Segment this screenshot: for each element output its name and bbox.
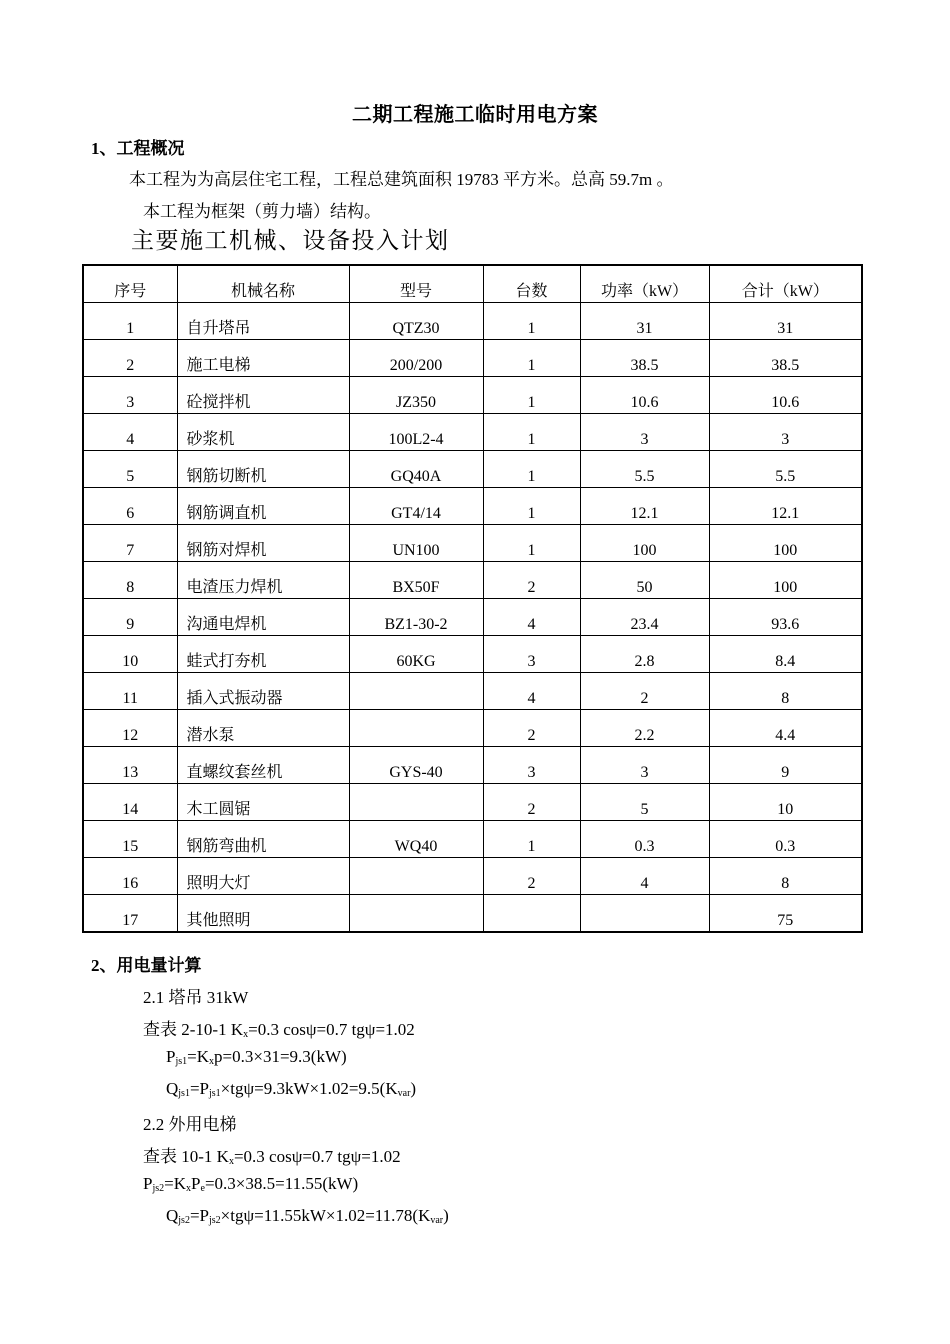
cell-total: 0.3: [709, 821, 862, 858]
overview-paragraph-2: 本工程为框架（剪力墙）结构。: [143, 202, 381, 221]
cell-model: QTZ30: [349, 303, 483, 340]
cell-power: 5: [580, 784, 709, 821]
cell-index: 9: [83, 599, 177, 636]
cell-quantity: 1: [483, 821, 580, 858]
header-quantity: 台数: [483, 265, 580, 303]
cell-index: 15: [83, 821, 177, 858]
cell-total: 9: [709, 747, 862, 784]
equipment-table: [82, 264, 863, 933]
cell-power: 50: [580, 562, 709, 599]
cell-machine-name: 钢筋调直机: [177, 488, 349, 525]
cell-model: WQ40: [349, 821, 483, 858]
cell-index: 1: [83, 303, 177, 340]
cell-quantity: 2: [483, 710, 580, 747]
cell-machine-name: 木工圆锯: [177, 784, 349, 821]
cell-total: 100: [709, 562, 862, 599]
cell-index: 4: [83, 414, 177, 451]
cell-quantity: 1: [483, 525, 580, 562]
section-1-heading: 1、工程概况: [91, 139, 185, 158]
table-row: [83, 747, 862, 784]
cell-model: GT4/14: [349, 488, 483, 525]
cell-quantity: 2: [483, 562, 580, 599]
cell-machine-name: 砼搅拌机: [177, 377, 349, 414]
cell-machine-name: 钢筋切断机: [177, 451, 349, 488]
cell-model: [349, 895, 483, 933]
cell-index: 11: [83, 673, 177, 710]
cell-quantity: 2: [483, 858, 580, 895]
table-row: [83, 488, 862, 525]
cell-total: 93.6: [709, 599, 862, 636]
table-row: [83, 451, 862, 488]
cell-quantity: 1: [483, 451, 580, 488]
header-index: 序号: [83, 265, 177, 303]
cell-machine-name: 沟通电焊机: [177, 599, 349, 636]
table-row: [83, 784, 862, 821]
cell-index: 16: [83, 858, 177, 895]
cell-total: 31: [709, 303, 862, 340]
cell-power: 100: [580, 525, 709, 562]
cell-machine-name: 蛙式打夯机: [177, 636, 349, 673]
cell-model: JZ350: [349, 377, 483, 414]
calc-2-1-title: 2.1 塔吊 31kW: [143, 988, 249, 1007]
table-row: [83, 858, 862, 895]
calc-2-2-power: $P_{js2}=K_xP_e=0.3\times 38.5=11.55(kW)$: [143, 1174, 359, 1194]
cell-total: 8: [709, 858, 862, 895]
cell-power: 2.2: [580, 710, 709, 747]
cell-power: 4: [580, 858, 709, 895]
cell-machine-name: 直螺纹套丝机: [177, 747, 349, 784]
cell-machine-name: 自升塔吊: [177, 303, 349, 340]
table-row: [83, 636, 862, 673]
cell-model: BX50F: [349, 562, 483, 599]
cell-index: 13: [83, 747, 177, 784]
cell-model: GYS-40: [349, 747, 483, 784]
table-row: [83, 562, 862, 599]
cell-quantity: 4: [483, 599, 580, 636]
cell-machine-name: 电渣压力焊机: [177, 562, 349, 599]
cell-quantity: [483, 895, 580, 933]
cell-index: 14: [83, 784, 177, 821]
cell-machine-name: 插入式振动器: [177, 673, 349, 710]
table-row: [83, 414, 862, 451]
header-machine-name: 机械名称: [177, 265, 349, 303]
cell-model: 200/200: [349, 340, 483, 377]
cell-machine-name: 照明大灯: [177, 858, 349, 895]
cell-machine-name: 钢筋弯曲机: [177, 821, 349, 858]
table-row: [83, 710, 862, 747]
calc-2-1-lookup: 查表 2-10-1 $K_x=0.3$ cosψ=0.7 tgψ=1.02: [143, 1020, 415, 1040]
cell-index: 7: [83, 525, 177, 562]
equipment-plan-title: 主要施工机械、设备投入计划: [131, 228, 450, 253]
cell-power: 10.6: [580, 377, 709, 414]
calc-2-2-lookup: 查表 10-1 $K_x=0.3$ cosψ=0.7 tgψ=1.02: [143, 1147, 401, 1167]
table-row: [83, 525, 862, 562]
document-title: 二期工程施工临时用电方案: [352, 104, 598, 126]
table-row: [83, 599, 862, 636]
cell-index: 17: [83, 895, 177, 933]
header-power: 功率（kW）: [580, 265, 709, 303]
cell-power: [580, 895, 709, 933]
cell-total: 4.4: [709, 710, 862, 747]
cell-machine-name: 砂浆机: [177, 414, 349, 451]
cell-power: 2.8: [580, 636, 709, 673]
cell-model: 60KG: [349, 636, 483, 673]
table-row: [83, 303, 862, 340]
cell-model: [349, 784, 483, 821]
cell-machine-name: 潜水泵: [177, 710, 349, 747]
cell-index: 6: [83, 488, 177, 525]
cell-quantity: 4: [483, 673, 580, 710]
cell-index: 2: [83, 340, 177, 377]
cell-total: 8.4: [709, 636, 862, 673]
cell-quantity: 1: [483, 488, 580, 525]
cell-power: 3: [580, 414, 709, 451]
header-total: 合计（kW）: [709, 265, 862, 303]
cell-quantity: 3: [483, 636, 580, 673]
cell-quantity: 1: [483, 377, 580, 414]
cell-total: 12.1: [709, 488, 862, 525]
cell-quantity: 1: [483, 340, 580, 377]
cell-power: 12.1: [580, 488, 709, 525]
calc-2-2-reactive: $Q_{js2}=P_{js2}\times tg\psi=11.55kW\times 1.02=11.78(K_{var})$: [166, 1206, 449, 1226]
cell-model: GQ40A: [349, 451, 483, 488]
cell-quantity: 1: [483, 414, 580, 451]
cell-machine-name: 其他照明: [177, 895, 349, 933]
cell-machine-name: 钢筋对焊机: [177, 525, 349, 562]
cell-machine-name: 施工电梯: [177, 340, 349, 377]
cell-index: 3: [83, 377, 177, 414]
cell-index: 10: [83, 636, 177, 673]
cell-total: 38.5: [709, 340, 862, 377]
cell-model: [349, 673, 483, 710]
section-2-heading: 2、用电量计算: [91, 956, 202, 975]
cell-power: 2: [580, 673, 709, 710]
cell-total: 100: [709, 525, 862, 562]
calc-2-2-title: 2.2 外用电梯: [143, 1115, 237, 1134]
cell-index: 12: [83, 710, 177, 747]
cell-power: 0.3: [580, 821, 709, 858]
table-row: [83, 895, 862, 933]
table-row: [83, 377, 862, 414]
cell-index: 5: [83, 451, 177, 488]
cell-total: 3: [709, 414, 862, 451]
table-row: [83, 340, 862, 377]
cell-power: 31: [580, 303, 709, 340]
cell-model: UN100: [349, 525, 483, 562]
cell-index: 8: [83, 562, 177, 599]
cell-quantity: 3: [483, 747, 580, 784]
cell-model: [349, 710, 483, 747]
cell-quantity: 1: [483, 303, 580, 340]
overview-paragraph-1: 本工程为为高层住宅工程，工程总建筑面积 19783 平方米。总高 59.7m 。: [129, 170, 674, 189]
cell-total: 75: [709, 895, 862, 933]
calc-2-1-reactive: $Q_{js1}=P_{js1}\times tg\psi=9.3kW\times 1.02=9.5(K_{var})$: [166, 1079, 417, 1099]
cell-quantity: 2: [483, 784, 580, 821]
calc-2-1-power: $P_{js1}=K_xp=0.3\times 31=9.3(kW)$: [166, 1047, 347, 1067]
table-row: [83, 821, 862, 858]
table-row: [83, 673, 862, 710]
cell-total: 5.5: [709, 451, 862, 488]
cell-total: 10: [709, 784, 862, 821]
cell-total: 10.6: [709, 377, 862, 414]
cell-model: [349, 858, 483, 895]
cell-model: BZ1-30-2: [349, 599, 483, 636]
cell-total: 8: [709, 673, 862, 710]
cell-power: 3: [580, 747, 709, 784]
header-model: 型号: [349, 265, 483, 303]
cell-power: 23.4: [580, 599, 709, 636]
cell-power: 38.5: [580, 340, 709, 377]
cell-model: 100L2-4: [349, 414, 483, 451]
cell-power: 5.5: [580, 451, 709, 488]
table-header-row: [83, 265, 862, 303]
